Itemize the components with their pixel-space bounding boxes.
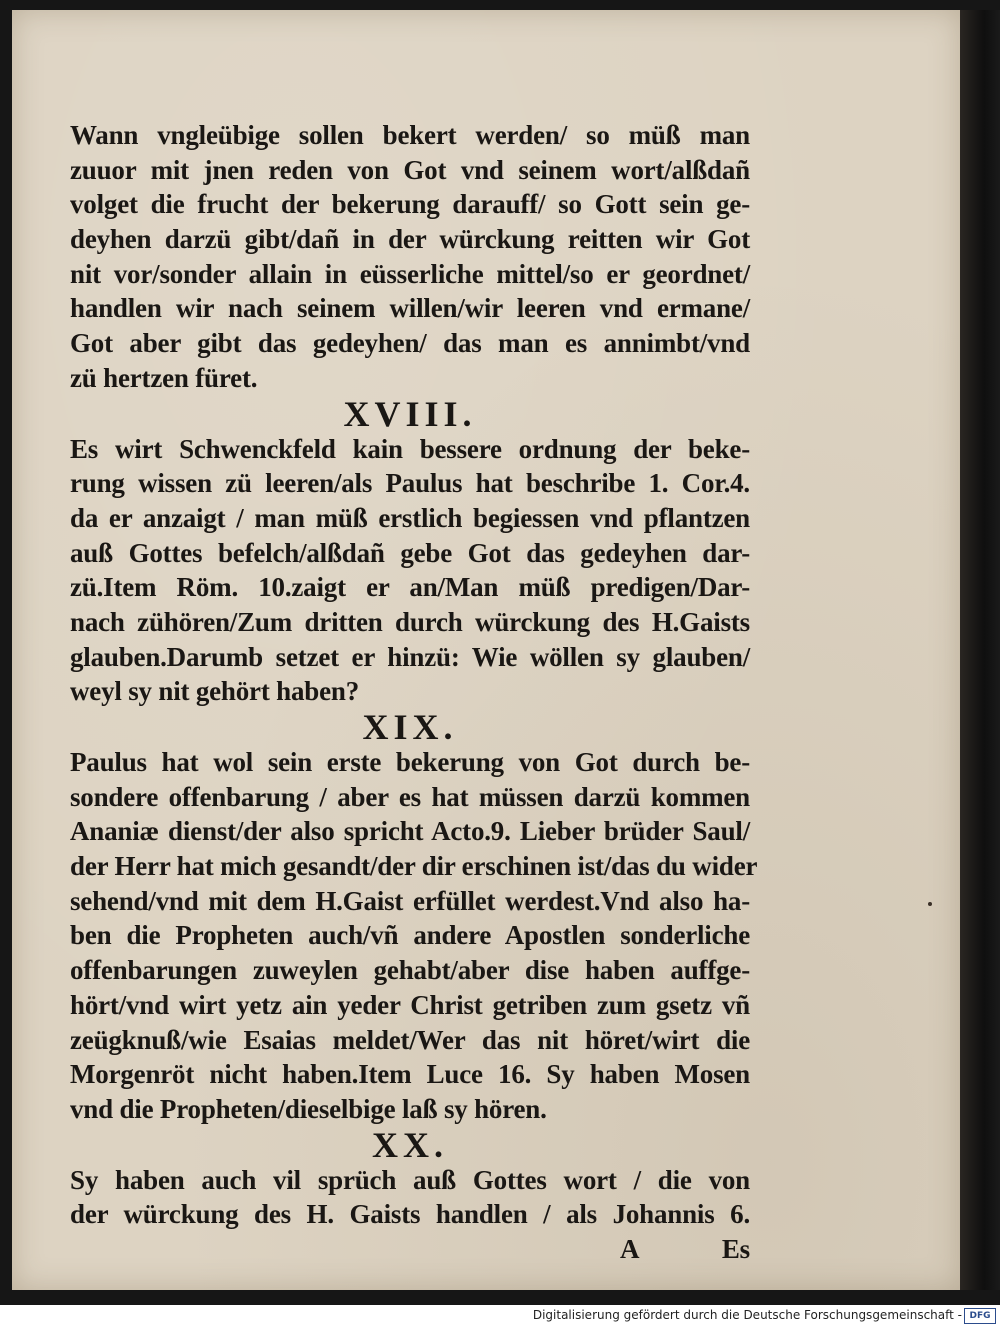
text-line: zeügknuß/wie Esaias meldet/Wer das nit höret/wirt die bbox=[70, 1024, 750, 1055]
text-line: Paulus hat wol sein erste bekerung von Got durch be- bbox=[70, 747, 750, 777]
text-line: glauben.Darumb setzet er hinzü: Wie wöllen sy glauben/ bbox=[70, 641, 750, 672]
section-heading-xix: XIX. bbox=[362, 707, 458, 747]
text-line: nach zühören/Zum dritten durch würckung des H.Gaists bbox=[70, 606, 750, 637]
text-line: ben die Propheten auch/vñ andere Apostlen sonderliche bbox=[70, 920, 750, 951]
page-foot bbox=[70, 1232, 750, 1267]
catchword: Es bbox=[721, 1233, 750, 1264]
text-line: der würckung des H. Gaists handlen / als Johannis 6. bbox=[70, 1199, 750, 1230]
funding-credit: Digitalisierung gefördert durch die Deutsche Forschungsgemeinschaft - bbox=[532, 1308, 962, 1322]
page-text bbox=[70, 118, 770, 1267]
text-line: da er anzaigt / man müß erstlich begiessen vnd pflantzen bbox=[70, 502, 750, 533]
footer-bar bbox=[0, 1305, 1000, 1325]
section-heading-xviii: XVIII. bbox=[343, 393, 477, 434]
paragraph-4 bbox=[70, 1163, 770, 1232]
text-line: der Herr hat mich gesandt/der dir erschinen ist/das du wider bbox=[70, 851, 758, 882]
text-line: Morgenröt nicht haben.Item Luce 16. Sy haben Mosen bbox=[70, 1059, 750, 1090]
text-line: zuuor mit jnen reden von Got vnd seinem wort/alßdañ bbox=[70, 154, 750, 185]
text-line: Got aber gibt das gedeyhen/ das man es annimbt/vnd bbox=[70, 328, 750, 359]
text-line: Wann vngleübige sollen bekert werden/ so müß man bbox=[70, 120, 750, 150]
text-line: vnd die Propheten/dieselbige laß sy hören. bbox=[70, 1093, 547, 1124]
text-line: offenbarungen zuweylen gehabt/aber dise haben auffge- bbox=[70, 955, 750, 986]
text-line: handlen wir nach seinem willen/wir leeren vnd ermane/ bbox=[70, 293, 750, 324]
page-edge bbox=[960, 10, 1000, 1290]
text-line: Es wirt Schwenckfeld kain bessere ordnung der beke- bbox=[70, 433, 750, 464]
paragraph-3 bbox=[70, 745, 770, 1127]
dfg-logo: DFG bbox=[964, 1308, 996, 1324]
text-line: sehend/vnd mit dem H.Gaist erfüllet werdest.Vnd also ha- bbox=[70, 885, 750, 916]
text-line: volget die frucht der bekerung darauff/ so Gott sein ge- bbox=[70, 189, 750, 220]
paragraph-2 bbox=[70, 432, 770, 710]
section-heading-xx: XX. bbox=[372, 1124, 448, 1165]
text-line: sondere offenbarung / aber es hat müssen darzü kommen bbox=[70, 781, 750, 812]
text-line: weyl sy nit gehört haben? bbox=[70, 676, 360, 707]
text-line: zü.Item Röm. 10.zaigt er an/Man müß predigen/Dar- bbox=[70, 572, 750, 603]
text-line: deyhen darzü gibt/dañ in der würckung reitten wir Got bbox=[70, 224, 750, 255]
text-line: Ananiæ dienst/der also spricht Acto.9. Lieber brüder Saul/ bbox=[70, 816, 750, 847]
paragraph-1 bbox=[70, 118, 770, 396]
ink-speck bbox=[928, 902, 932, 906]
signature-mark: A bbox=[620, 1233, 640, 1264]
text-line: Sy haben auch vil sprüch auß Gottes wort / die von bbox=[70, 1164, 750, 1195]
text-line: nit vor/sonder allain in eüsserliche mittel/so er geordnet/ bbox=[70, 258, 750, 289]
text-line: rung wissen zü leeren/als Paulus hat beschribe 1. Cor.4. bbox=[70, 468, 750, 499]
text-line: hört/vnd wirt yetz ain yeder Christ getriben zum gsetz vñ bbox=[70, 989, 750, 1020]
text-line: auß Gottes befelch/alßdañ gebe Got das gedeyhen dar- bbox=[70, 537, 750, 568]
text-line: zü hertzen füret. bbox=[70, 362, 258, 393]
